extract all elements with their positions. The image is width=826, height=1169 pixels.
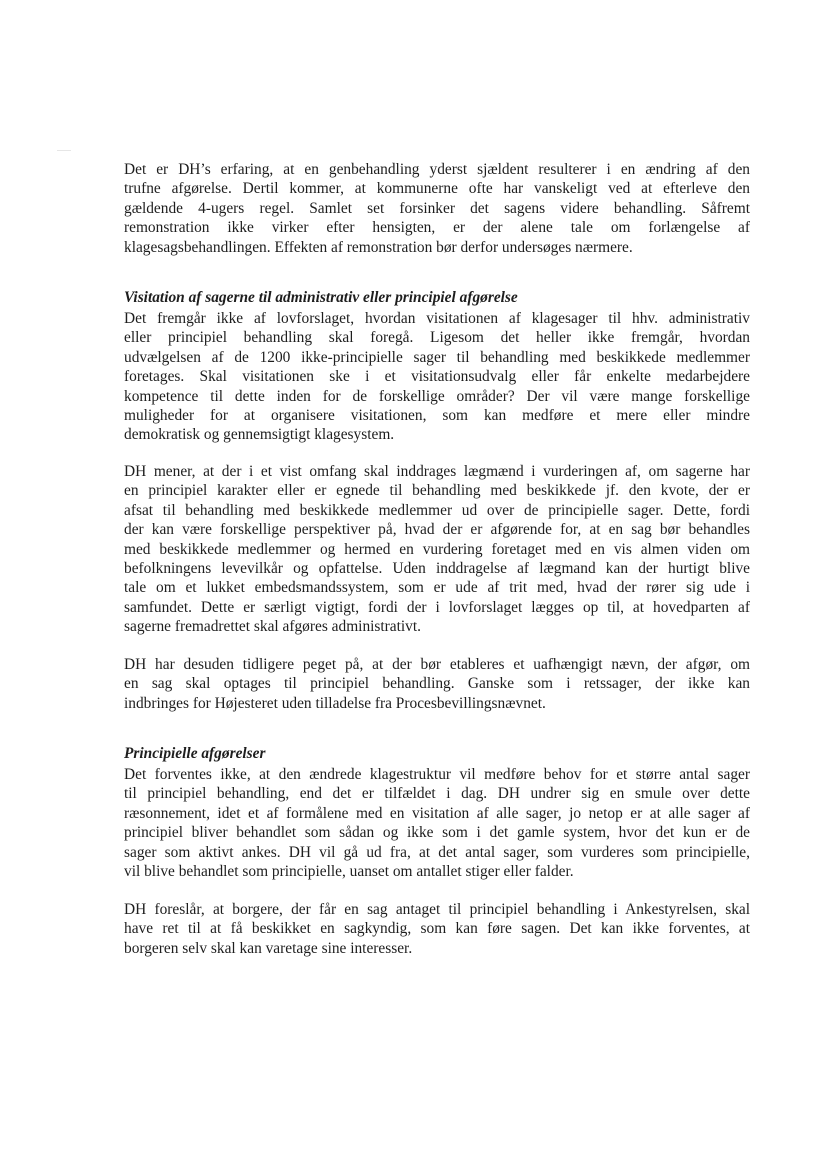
text-line: have ret til at få beskikket en sagkyndig, som kan føre sagen. Det kan ikke forventes, at [124, 920, 750, 938]
text-line: Det forventes ikke, at den ændrede klagestruktur vil medføre behov for et større antal sager [124, 766, 750, 783]
text-line: eller principiel behandling skal foregå. Ligesom det heller ikke fremgår, hvordan [124, 329, 750, 347]
text-line: trufne afgørelse. Dertil kommer, at kommunerne ofte har vanskeligt ved at efterleve den [124, 180, 750, 198]
text-line: DH har desuden tidligere peget på, at der bør etableres et uafhængigt nævn, der afgør, om [124, 656, 750, 673]
text-line: borgeren selv skal kan varetage sine interesser. [124, 939, 413, 957]
paragraph-principielle [124, 765, 750, 881]
text-line: en principiel karakter eller er egnede til behandling med beskikkede jf. den kvote, der er [124, 482, 750, 500]
text-line: Det er DH’s erfaring, at en genbehandling yderst sjældent resulterer i en ændring af den [124, 161, 750, 178]
text-line: remonstration ikke virker efter hensigten, er der alene tale om forlængelse af [124, 219, 750, 237]
text-line: foretages. Skal visitationen ske i et visitationsudvalg eller får enkelte medarbejdere [124, 368, 750, 386]
text-line: tale om et lukket embedsmandssystem, som er ude af trit med, hvad der rører sig ude i [124, 579, 750, 597]
text-line: sager som aktivt ankes. DH vil gå ud fra, at det antal sager, som vurderes som principielle, [124, 843, 750, 861]
paragraph-laegmaend [124, 462, 750, 637]
section-heading-principielle: Principielle afgørelser [124, 745, 266, 762]
text-line: principiel bliver behandlet som sådan og ikke som i det gamle system, hvor det kun er de [124, 824, 750, 842]
text-line: med beskikkede medlemmer og hermed en vurdering foretaget med en vis almen viden om [124, 540, 750, 558]
text-line: en sag skal optages til principiel behandling. Ganske som i retssager, der ikke kan [124, 675, 750, 693]
text-line: indbringes for Højesteret uden tilladelse fra Procesbevillingsnævnet. [124, 694, 546, 712]
text-line: samfundet. Dette er særligt vigtigt, fordi der i lovforslaget lægges op til, at hovedparten af [124, 598, 750, 616]
section-heading-visitation: Visitation af sagerne til administrativ eller principiel afgørelse [124, 289, 518, 306]
text-line: ræsonnement, idet et af formålene med en visitation af alle sager, jo netop er at alle sager af [124, 804, 750, 822]
paragraph-naevn [124, 655, 750, 713]
text-line: gældende 4-ugers regel. Samlet set forsinker det sagens videre behandling. Såfremt [124, 199, 750, 217]
text-line: befolkningens levevilkår og opfattelse. Uden inddragelse af lægmand kan der hurtigt blive [124, 559, 750, 577]
text-line: sagerne fremadrettet skal afgøres administrativt. [124, 618, 422, 636]
text-line: Det fremgår ikke af lovforslaget, hvordan visitationen af klagesager til hhv. administrativ [124, 310, 750, 327]
text-line: klagesagsbehandlingen. Effekten af remonstration bør derfor undersøges nærmere. [124, 238, 633, 256]
text-line: kompetence til dette inden for de forskellige områder? Der vil være mange forskellige [124, 387, 750, 405]
text-line: afsat til behandling med beskikkede medlemmer ud over de principielle sager. Dette, fordi [124, 501, 750, 519]
paragraph-sagkyndig [124, 900, 750, 958]
text-line: DH foreslår, at borgere, der får en sag antaget til principiel behandling i Ankestyrelsen, skal [124, 901, 750, 918]
paragraph-remonstration [124, 160, 750, 257]
text-line: vil blive behandlet som principielle, uanset om antallet stiger eller falder. [124, 862, 574, 880]
text-line: demokratisk og gennemsigtigt klagesystem. [124, 426, 395, 444]
text-line: udvælgelsen af de 1200 ikke-principielle sager til behandling med beskikkede medlemmer [124, 348, 750, 366]
page-edge-mark [57, 150, 71, 151]
text-line: DH mener, at der i et vist omfang skal inddrages lægmænd i vurderingen af, om sagerne har [124, 463, 750, 480]
text-line: der kan være forskellige perspektiver på, hvad der er afgørende for, at en sag bør behandles [124, 521, 750, 539]
text-line: til principiel behandling, end det er tilfældet i dag. DH undrer sig en smule over dette [124, 785, 750, 803]
paragraph-visitation [124, 309, 750, 445]
text-line: muligheder for at organisere visitationen, som kan medføre et mere eller mindre [124, 406, 750, 424]
